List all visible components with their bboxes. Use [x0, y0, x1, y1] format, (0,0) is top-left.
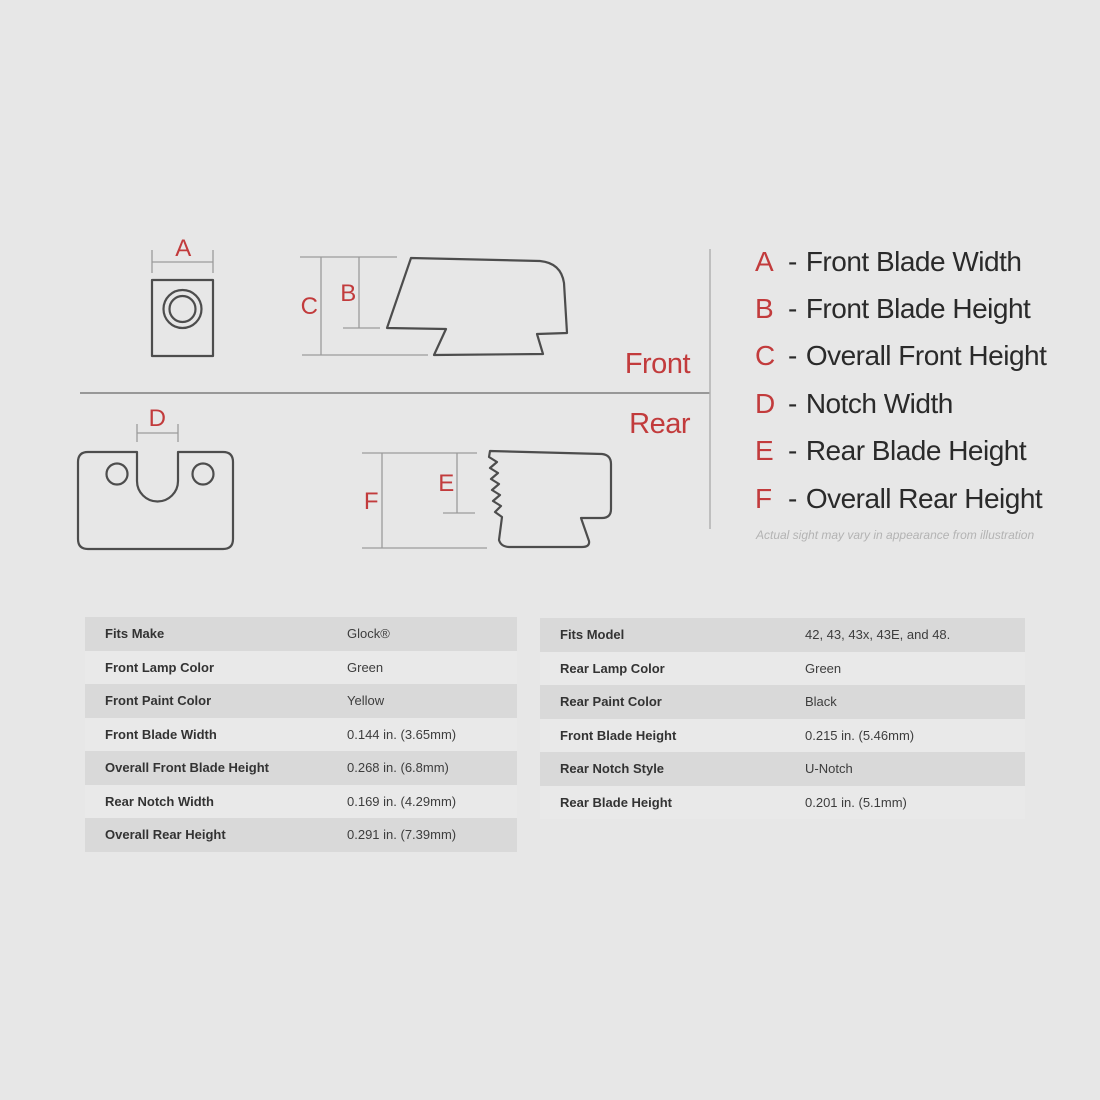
table-row — [540, 618, 1025, 652]
legend-item-b — [755, 285, 1085, 332]
legend-dash: - — [788, 435, 797, 467]
spec-label: Rear Notch Width — [105, 793, 214, 809]
table-row — [85, 617, 517, 651]
table-row — [85, 818, 517, 852]
legend-description: Overall Front Height — [805, 340, 1047, 372]
legend-letter: C — [755, 340, 775, 372]
legend-description: Front Blade Height — [805, 293, 1031, 325]
spec-value: Black — [805, 694, 837, 710]
spec-label: Front Blade Width — [105, 726, 217, 742]
disclaimer-text: Actual sight may vary in appearance from illustration — [756, 528, 1035, 542]
spec-label: Overall Rear Height — [105, 827, 226, 843]
table-row — [85, 785, 517, 819]
rear-sight-side-view — [489, 451, 611, 547]
dim-label-a: A — [175, 235, 191, 262]
legend-item-c — [755, 333, 1085, 380]
legend-item-d — [755, 380, 1085, 427]
spec-value: 0.291 in. (7.39mm) — [347, 827, 457, 843]
legend-dash: - — [788, 482, 797, 514]
spec-label: Rear Lamp Color — [560, 660, 665, 676]
rear-section-label: Rear — [629, 408, 690, 440]
table-row — [85, 651, 517, 685]
legend-letter: D — [755, 387, 775, 419]
legend-letter: E — [755, 435, 774, 467]
spec-value: 0.201 in. (5.1mm) — [805, 794, 907, 810]
front-sight-side-view — [387, 258, 567, 355]
legend-dash: - — [788, 245, 797, 277]
spec-value: 0.169 in. (4.29mm) — [347, 793, 457, 809]
front-sight-front-view — [152, 280, 213, 356]
spec-value: 0.215 in. (5.46mm) — [805, 727, 915, 743]
dimension-legend — [755, 238, 1085, 522]
legend-dash: - — [788, 387, 797, 419]
front-section-label: Front — [624, 348, 690, 380]
spec-value: U-Notch — [805, 761, 853, 777]
spec-value: Green — [347, 659, 384, 675]
spec-label: Overall Front Blade Height — [105, 760, 269, 776]
spec-table-right — [540, 618, 1025, 819]
legend-letter: A — [755, 245, 774, 277]
spec-label: Front Lamp Color — [105, 659, 215, 675]
dim-label-c: C — [300, 293, 318, 320]
legend-letter: F — [755, 482, 772, 514]
table-row — [85, 718, 517, 752]
dim-label-d: D — [148, 405, 166, 432]
spec-label: Rear Notch Style — [560, 761, 665, 777]
spec-label: Rear Paint Color — [560, 694, 662, 710]
legend-letter: B — [755, 293, 774, 325]
spec-label: Rear Blade Height — [560, 794, 672, 810]
table-row — [85, 751, 517, 785]
spec-label: Fits Make — [105, 626, 165, 642]
legend-dash: - — [788, 340, 797, 372]
legend-dash: - — [788, 293, 797, 325]
dim-label-e: E — [438, 470, 454, 497]
legend-description: Rear Blade Height — [805, 435, 1027, 467]
dim-label-b: B — [340, 280, 356, 307]
spec-value: Yellow — [347, 693, 385, 709]
spec-label: Fits Model — [560, 627, 625, 643]
table-row — [85, 684, 517, 718]
spec-value: 0.144 in. (3.65mm) — [347, 726, 457, 742]
spec-value: Green — [805, 660, 842, 676]
table-row — [540, 786, 1025, 820]
legend-description: Notch Width — [805, 387, 953, 419]
table-row — [540, 719, 1025, 753]
spec-value: 42, 43, 43x, 43E, and 48. — [805, 627, 951, 643]
table-row — [540, 652, 1025, 686]
legend-description: Front Blade Width — [805, 245, 1022, 277]
rear-sight-front-view — [78, 452, 233, 549]
legend-item-a — [755, 238, 1085, 285]
table-row — [540, 685, 1025, 719]
spec-label: Front Paint Color — [105, 693, 212, 709]
spec-value: 0.268 in. (6.8mm) — [347, 760, 449, 776]
legend-item-e — [755, 428, 1085, 475]
legend-description: Overall Rear Height — [805, 482, 1043, 514]
spec-table-left — [85, 617, 517, 852]
spec-value: Glock® — [347, 626, 390, 642]
table-row — [540, 752, 1025, 786]
dim-label-f: F — [363, 488, 379, 515]
legend-item-f — [755, 475, 1085, 522]
spec-label: Front Blade Height — [560, 727, 677, 743]
